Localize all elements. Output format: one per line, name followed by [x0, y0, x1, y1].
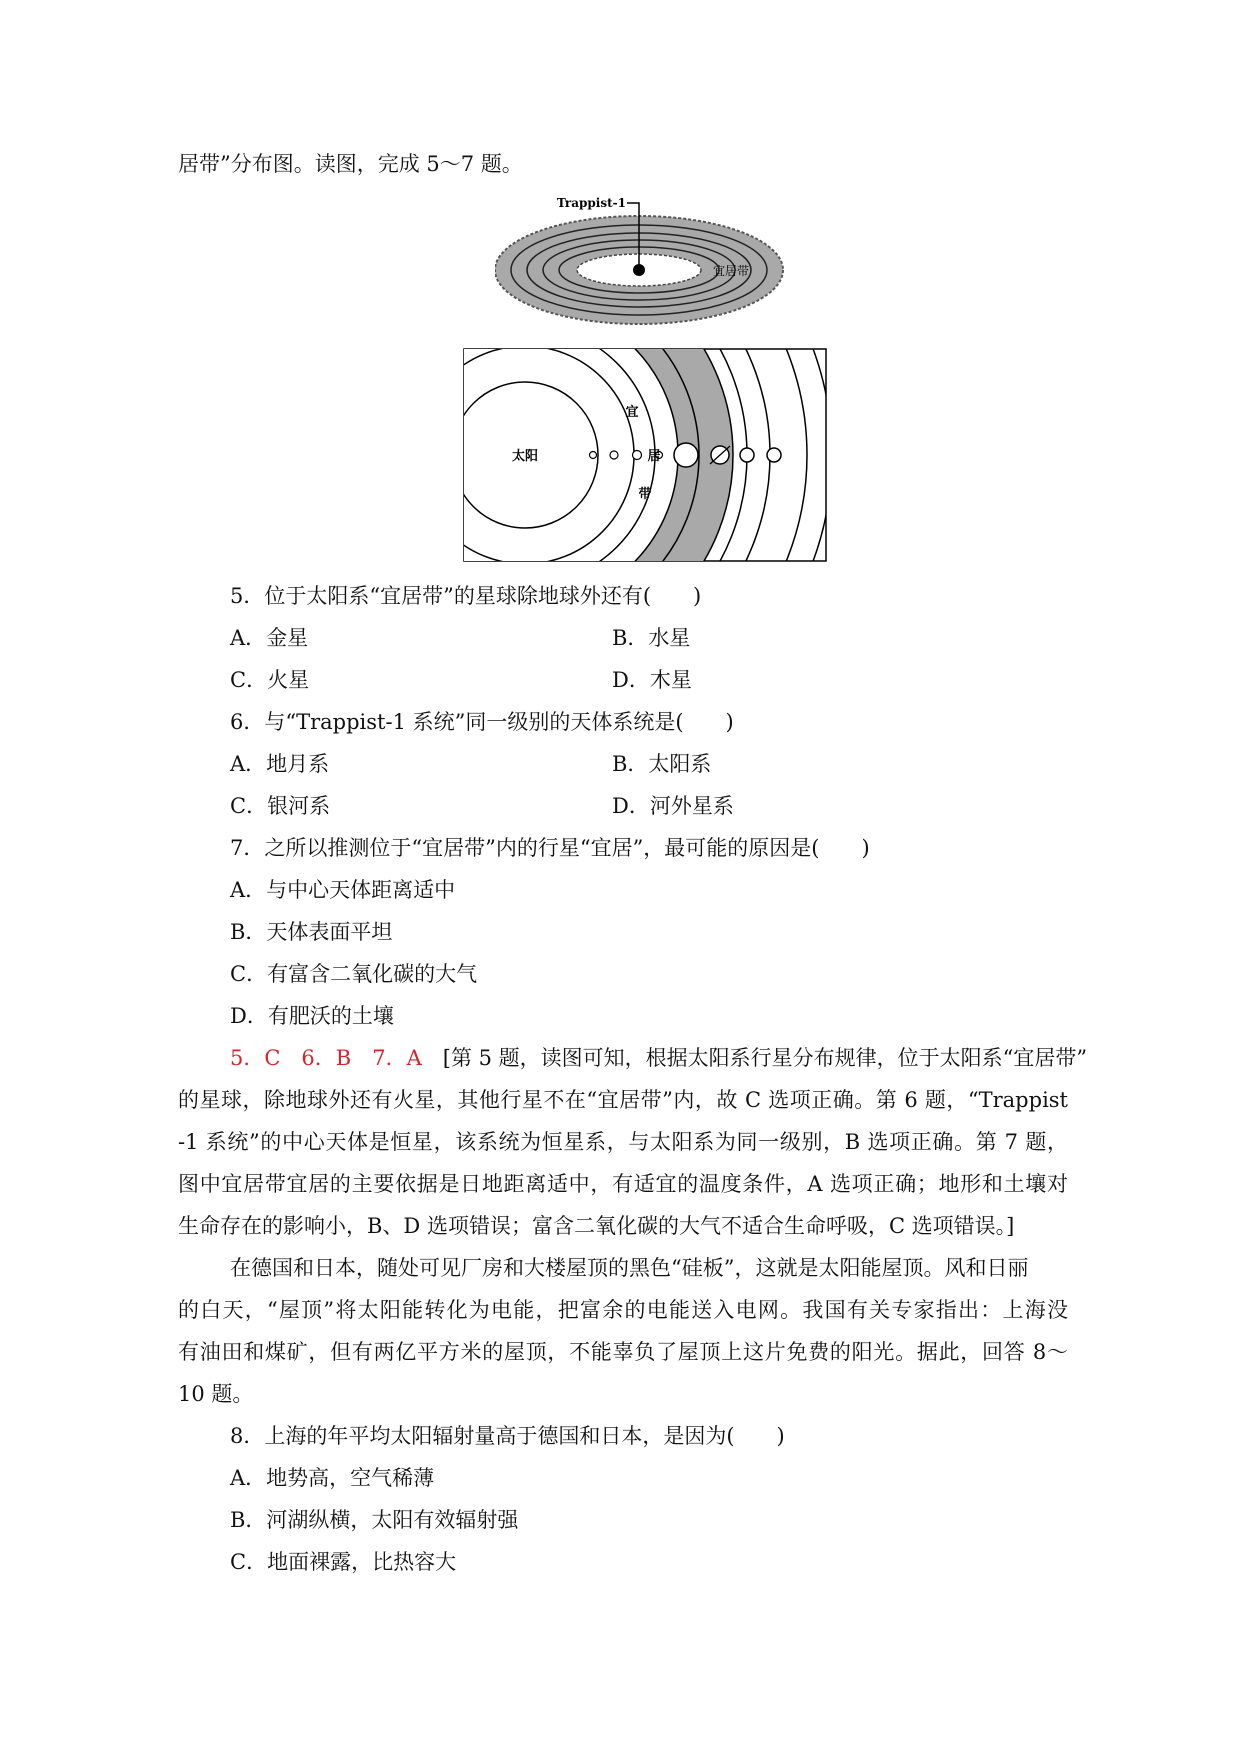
explanation-line: [第 5 题，读图可知，根据太阳系行星分布规律，位于太阳系“宜居带” [421, 1046, 1088, 1070]
explanation-line: 生命存在的影响小，B、D 选项错误；富含二氧化碳的大气不适合生命呼吸，C 选项错误。] [178, 1214, 1015, 1238]
question-6-stem: 6．与“Trappist-1 系统”同一级别的天体系统是( ) [230, 710, 734, 734]
question-8-option-a: A．地势高，空气稀薄 [230, 1466, 435, 1490]
planet-uranus [740, 448, 754, 462]
question-6-option-c: C．银河系 [230, 794, 331, 818]
question-5-option-a: A．金星 [230, 626, 309, 650]
explanation-line: -1 系统”的中心天体是恒星，该系统为恒星系，与太阳系为同一级别，B 选项正确。第 7 题， [178, 1130, 1068, 1154]
zone-label: 宜居带 [713, 264, 750, 278]
planet-mercury [590, 452, 597, 459]
question-6-option-d: D．河外星系 [612, 794, 734, 818]
question-8-option-b: B．河湖纵横，太阳有效辐射强 [230, 1508, 519, 1532]
trappist-star-dot [633, 264, 645, 276]
question-6-option-b: B．太阳系 [612, 752, 712, 776]
passage-line: 10 题。 [178, 1382, 254, 1406]
passage-line: 有油田和煤矿，但有两亿平方米的屋顶，不能辜负了屋顶上这片免费的阳光。据此，回答 8～ [178, 1340, 1068, 1364]
question-7-option-a: A．与中心天体距离适中 [230, 878, 456, 902]
planet-jupiter [674, 443, 698, 467]
answer-first-line [230, 1044, 1088, 1072]
zone-char: 带 [638, 487, 652, 502]
question-8-option-c: C．地面裸露，比热容大 [230, 1550, 457, 1574]
question-5-stem: 5．位于太阳系“宜居带”的星球除地球外还有( ) [230, 584, 702, 608]
question-5-option-d: D．木星 [612, 668, 692, 692]
trappist-habitable-zone-figure [495, 193, 790, 330]
question-7-option-c: C．有富含二氧化碳的大气 [230, 962, 478, 986]
planet-neptune [767, 448, 781, 462]
question-7-option-d: D．有肥沃的土壤 [230, 1004, 394, 1028]
star-label: Trappist-1 [556, 196, 626, 210]
question-7-option-b: B．天体表面平坦 [230, 920, 393, 944]
answer-keys: 5．C 6．B 7．A [230, 1046, 422, 1070]
question-5-option-c: C．火星 [230, 668, 310, 692]
passage-line: 在德国和日本，随处可见厂房和大楼屋顶的黑色“硅板”，这就是太阳能屋顶。风和日丽 [230, 1256, 1029, 1280]
explanation-line: 图中宜居带宜居的主要依据是日地距离适中，有适宜的温度条件，A 选项正确；地形和土壤对 [178, 1172, 1068, 1196]
intro-tail: 居带”分布图。读图，完成 5～7 题。 [178, 152, 523, 176]
planet-earth [633, 451, 642, 460]
passage-line: 的白天，“屋顶”将太阳能转化为电能，把富余的电能送入电网。我国有关专家指出：上海没 [178, 1298, 1068, 1322]
question-8-stem: 8．上海的年平均太阳辐射量高于德国和日本，是因为( ) [230, 1424, 785, 1448]
sun-label: 太阳 [511, 449, 539, 464]
question-6-option-a: A．地月系 [230, 752, 330, 776]
question-5-option-b: B．水星 [612, 626, 691, 650]
zone-char: 宜 [625, 405, 639, 420]
solar-habitable-zone-figure [463, 348, 827, 562]
question-7-stem: 7．之所以推测位于“宜居带”内的行星“宜居”，最可能的原因是( ) [230, 836, 870, 860]
explanation-line: 的星球，除地球外还有火星，其他行星不在“宜居带”内，故 C 选项正确。第 6 题，“Trappist [178, 1088, 1068, 1112]
planet-venus [610, 451, 618, 459]
zone-char: 居 [647, 449, 661, 464]
